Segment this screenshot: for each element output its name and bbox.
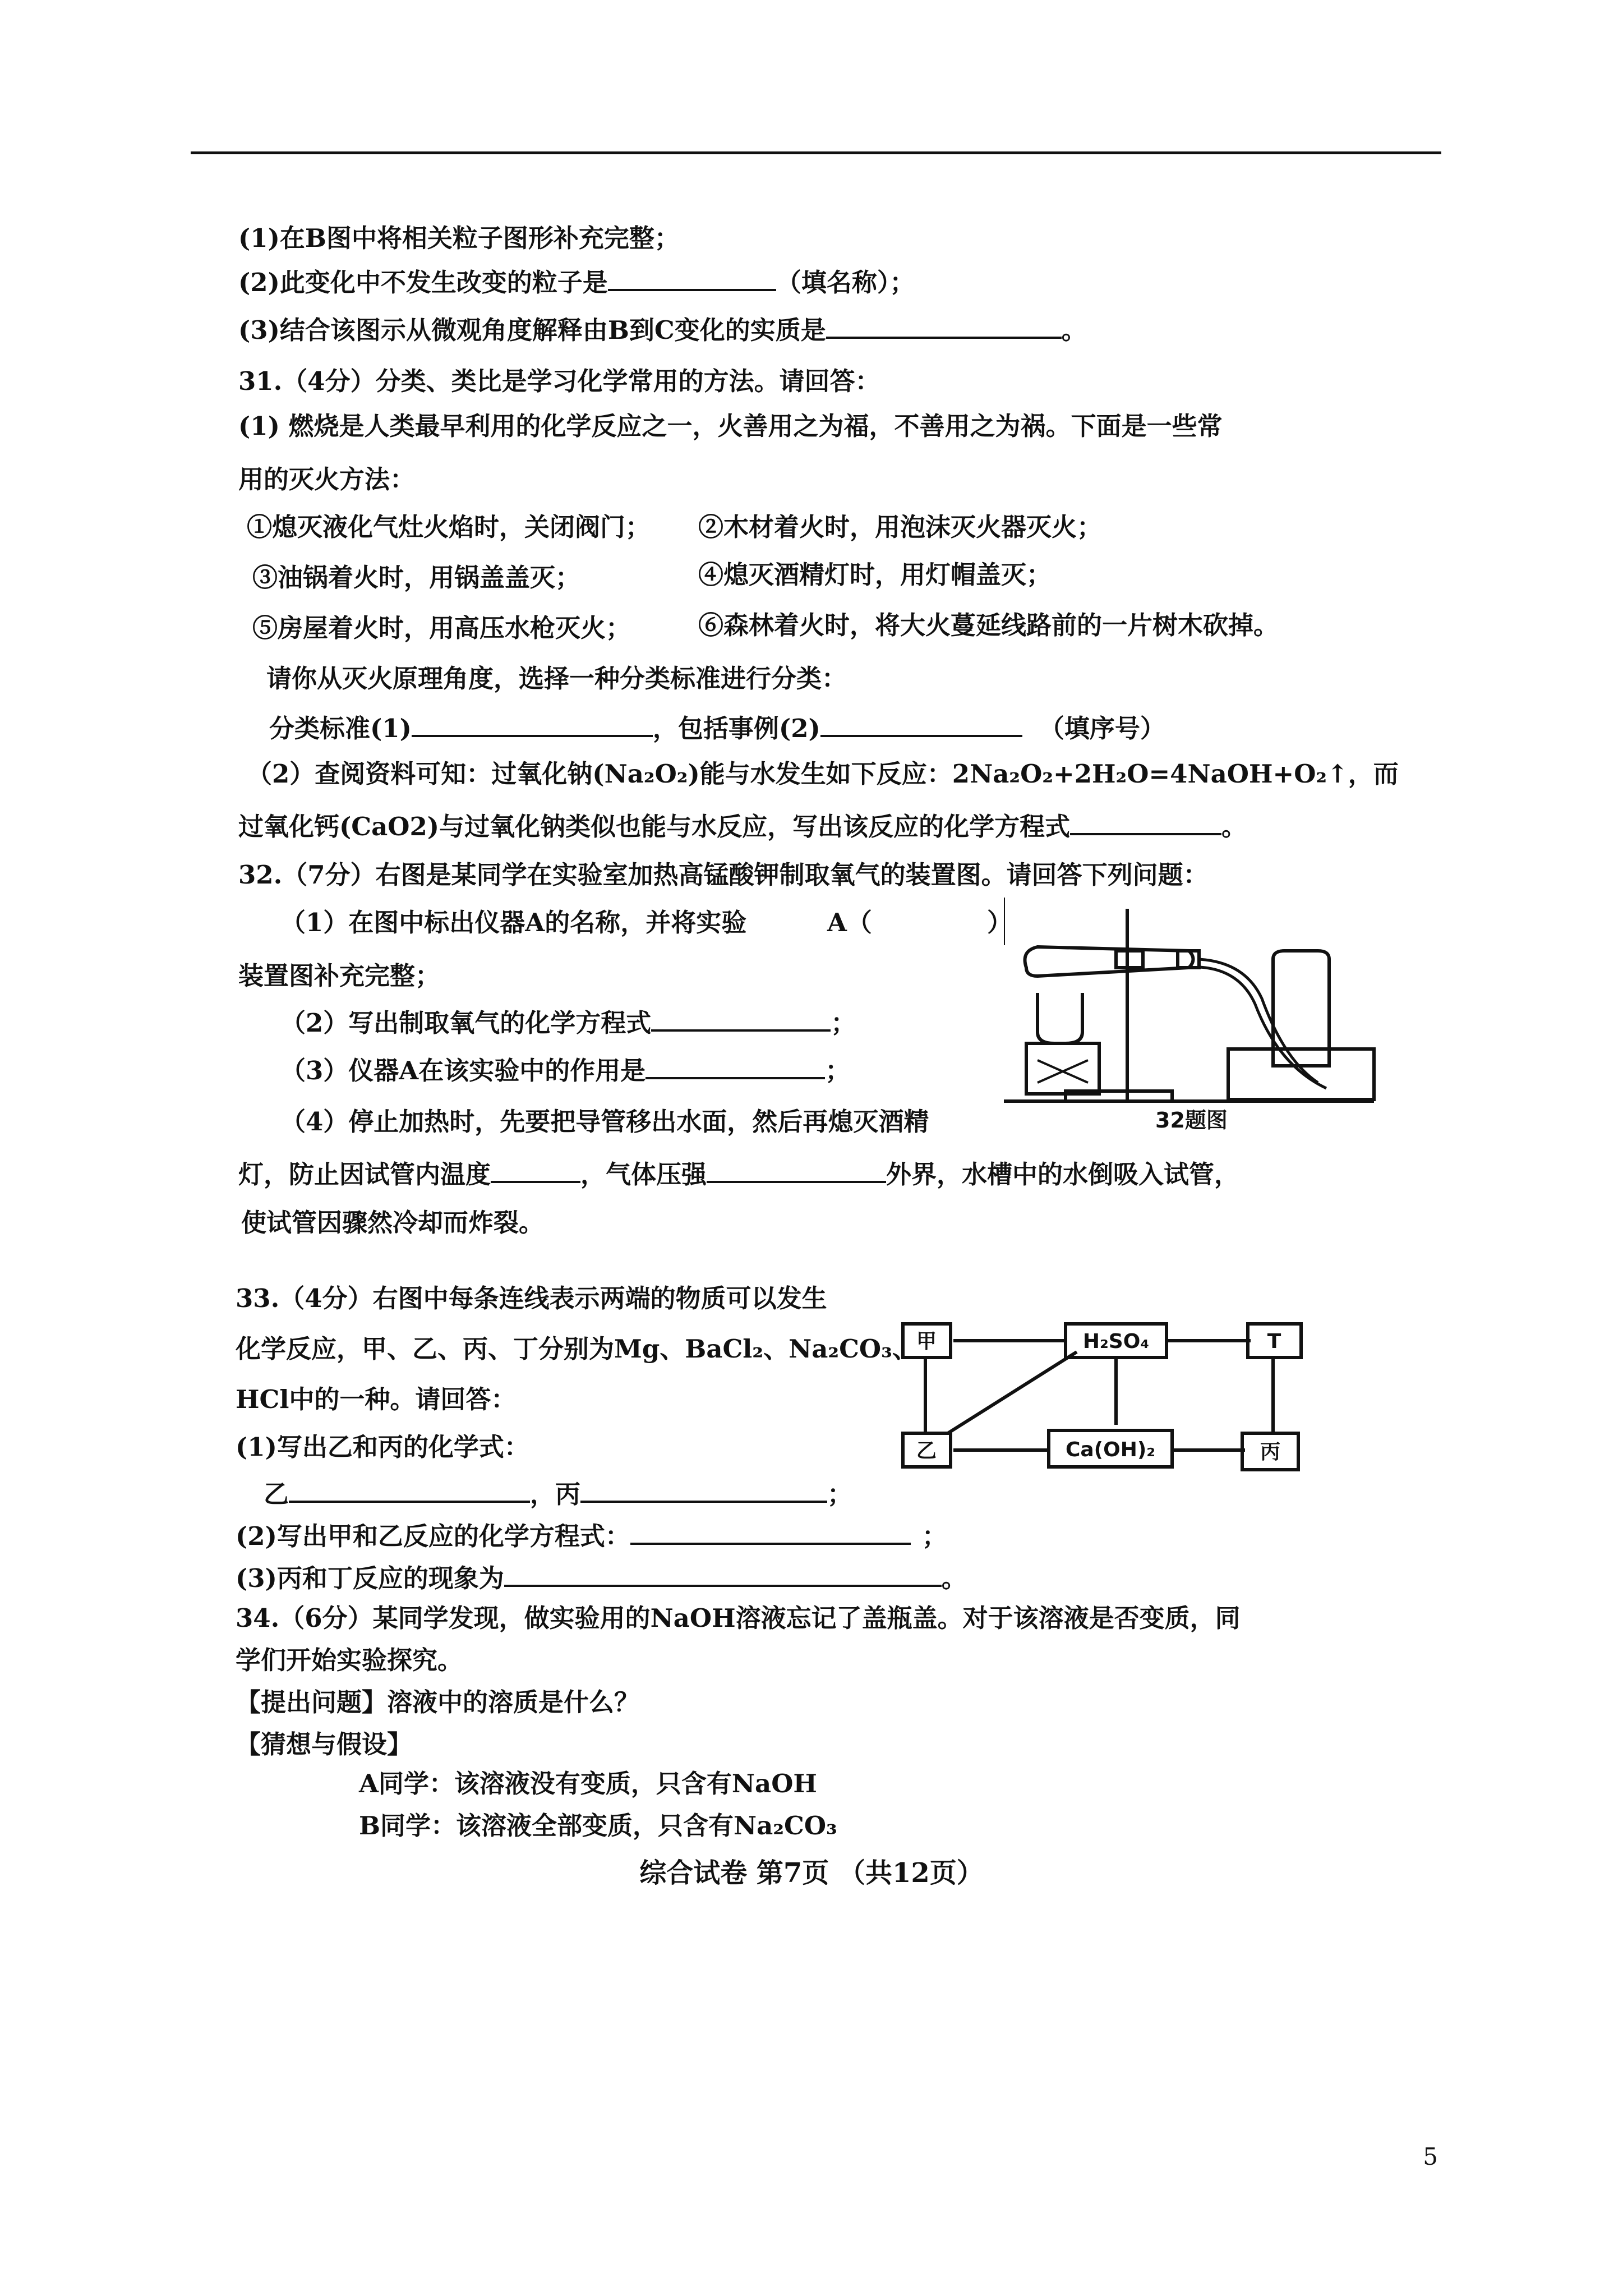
q32-part1-line1: （1）在图中标出仪器A的名称，并将实验 — [280, 908, 747, 937]
q32-part4-text1: 灯，防止因试管内温度 — [238, 1159, 491, 1189]
q31-heading: 31.（4分）分类、类比是学习化学常用的方法。请回答： — [238, 366, 880, 396]
page-number: 5 — [1423, 2143, 1438, 2170]
q31-para1-line1: (1) 燃烧是人类最早利用的化学反应之一，火善用之为福，不善用之为祸。下面是一些常 — [238, 411, 1223, 441]
rubber-stopper — [1178, 951, 1199, 968]
q31-method-4: ④熄灭酒精灯时，用灯帽盖灭； — [698, 560, 1052, 590]
q32-part2 — [280, 1007, 856, 1037]
header-rule — [191, 151, 1441, 154]
q33-heading-line3: HCl中的一种。请回答： — [236, 1384, 517, 1414]
q31-para2-end: 。 — [1221, 812, 1247, 841]
q33-part1: (1)写出乙和丙的化学式： — [236, 1432, 529, 1462]
q34-question: 【提出问题】溶液中的溶质是什么？ — [236, 1687, 640, 1717]
node-bing: 丙 — [1260, 1441, 1281, 1464]
q32-part4-text2: ，气体压强 — [580, 1159, 707, 1189]
q33-blank-phenomenon[interactable] — [504, 1562, 942, 1587]
test-tube — [1025, 947, 1193, 976]
q33-heading-line1: 33.（4分）右图中每条连线表示两端的物质可以发生 — [236, 1283, 827, 1313]
q30-part1: (1)在B图中将相关粒子图形补充完整； — [238, 223, 680, 253]
q33-part3 — [236, 1562, 967, 1593]
q32-part4-line3: 使试管因骤然冷却而炸裂。 — [241, 1208, 545, 1237]
q32-label-a-close: ） — [987, 908, 1013, 937]
node-yi: 乙 — [916, 1439, 937, 1462]
q33-part2-end: ； — [921, 1521, 947, 1551]
q31-classify-line — [269, 712, 1165, 743]
q32-part2-text: （2）写出制取氧气的化学方程式 — [280, 1008, 652, 1038]
q33-blank-bing[interactable] — [580, 1478, 827, 1503]
q32-part1-line2: 装置图补充完整； — [238, 961, 441, 991]
q30-part3 — [238, 314, 1087, 344]
q32-part4-text3: 外界，水槽中的水倒吸入试管， — [886, 1159, 1240, 1189]
q30-blank-1[interactable] — [608, 266, 776, 291]
q34-guess-heading: 【猜想与假设】 — [236, 1729, 413, 1759]
edge-yi-h2so4 — [948, 1352, 1077, 1433]
q33-blank-yi[interactable] — [289, 1478, 530, 1503]
water-trough — [1228, 1049, 1374, 1099]
q30-part3-text: (3)结合该图示从微观角度解释由B到C变化的实质是 — [238, 315, 826, 345]
q33-yi-label: 乙 — [264, 1479, 289, 1509]
node-caoh2: Ca(OH)₂ — [1065, 1438, 1156, 1461]
q32-blank-role[interactable] — [645, 1055, 825, 1079]
q33-part1-end: ； — [827, 1479, 853, 1509]
q30-blank-2[interactable] — [826, 314, 1062, 339]
q34-hypothesis-b: B同学：该溶液全部变质，只含有Na₂CO₃ — [359, 1811, 837, 1841]
q31-method-2: ②木材着火时，用泡沫灭火器灭火； — [698, 512, 1103, 542]
q31-ask: 请你从灭火原理角度，选择一种分类标准进行分类： — [266, 664, 847, 693]
q31-blank-standard[interactable] — [412, 712, 653, 737]
q31-blank-examples[interactable] — [820, 712, 1022, 737]
q31-method-5: ⑤房屋着火时，用高压水枪灭火； — [252, 613, 631, 643]
node-jia: 甲 — [916, 1330, 937, 1353]
q30-part2-text: (2)此变化中不发生改变的粒子是 — [238, 268, 608, 297]
q32-blank-pressure[interactable] — [707, 1158, 886, 1183]
delivery-tube-outer — [1199, 967, 1326, 1088]
q31-para1-line2: 用的灭火方法： — [238, 464, 416, 494]
q34-heading-line1: 34.（6分）某同学发现，做实验用的NaOH溶液忘记了盖瓶盖。对于该溶液是否变质，同 — [236, 1603, 1241, 1633]
q33-bing-label: ，丙 — [530, 1479, 581, 1509]
q31-para2-line1: （2）查阅资料可知：过氧化钠(Na₂O₂)能与水发生如下反应：2Na₂O₂+2H₂O=4NaOH+O₂↑，而 — [247, 759, 1399, 789]
q32-figure-caption: 32题图 — [1155, 1108, 1228, 1133]
q31-standard-label: 分类标准(1) — [269, 714, 412, 743]
node-h2so4: H₂SO₄ — [1082, 1330, 1150, 1353]
oxygen-apparatus-figure — [1004, 898, 1391, 1133]
q34-heading-line2: 学们开始实验探究。 — [236, 1645, 463, 1675]
stand-clamp — [1116, 951, 1143, 968]
node-ding: T — [1267, 1330, 1281, 1353]
q33-part1-answers — [264, 1478, 852, 1508]
q31-method-6: ⑥森林着火时，将大火蔓延线路前的一片树木砍掉。 — [698, 610, 1279, 640]
q32-part4-line2 — [238, 1158, 1239, 1189]
q30-part2-note: （填名称）； — [776, 268, 915, 297]
alcohol-lamp — [1026, 1043, 1099, 1094]
q32-part3 — [280, 1055, 850, 1085]
q33-heading-line2: 化学反应，甲、乙、丙、丁分别为Mg、BaCl₂、Na₂CO₃、 — [236, 1334, 917, 1364]
reaction-network-figure — [897, 1313, 1312, 1481]
q33-part2 — [236, 1520, 947, 1550]
q32-blank-equation[interactable] — [651, 1007, 831, 1032]
q30-part2 — [238, 266, 915, 297]
q32-label-a: A（ — [827, 908, 872, 937]
q31-fill-note: （填序号） — [1039, 714, 1165, 743]
q33-part3-end: 。 — [941, 1563, 967, 1593]
q31-para2-line2 — [238, 811, 1247, 841]
q30-part3-end: 。 — [1061, 315, 1087, 345]
q33-part3-text: (3)丙和丁反应的现象为 — [236, 1563, 504, 1593]
q32-part4-line1: （4）停止加热时，先要把导管移出水面，然后再熄灭酒精 — [280, 1107, 929, 1137]
q32-heading: 32.（7分）右图是某同学在实验室加热高锰酸钾制取氧气的装置图。请回答下列问题： — [238, 860, 1209, 890]
page-footer: 综合试卷 第7页 （共12页） — [639, 1857, 984, 1889]
q33-part2-text: (2)写出甲和乙反应的化学方程式： — [236, 1521, 630, 1551]
q32-part3-end: ； — [825, 1056, 851, 1085]
q32-blank-temp[interactable] — [491, 1158, 580, 1183]
alcohol-lamp-flame-area — [1038, 993, 1082, 1043]
q31-examples-label: ，包括事例(2) — [652, 714, 820, 743]
q33-blank-equation[interactable] — [630, 1520, 911, 1545]
q32-part3-text: （3）仪器A在该实验中的作用是 — [280, 1056, 646, 1085]
q32-part2-end: ； — [831, 1008, 856, 1038]
q31-blank-equation[interactable] — [1070, 811, 1221, 835]
q34-hypothesis-a: A同学：该溶液没有变质，只含有NaOH — [359, 1769, 817, 1798]
q31-method-1: ①熄灭液化气灶火焰时，关闭阀门； — [247, 512, 651, 542]
q31-para2-text: 过氧化钙(CaO2)与过氧化钠类似也能与水反应，写出该反应的化学方程式 — [238, 812, 1071, 841]
q31-method-3: ③油锅着火时，用锅盖盖灭； — [252, 563, 581, 592]
